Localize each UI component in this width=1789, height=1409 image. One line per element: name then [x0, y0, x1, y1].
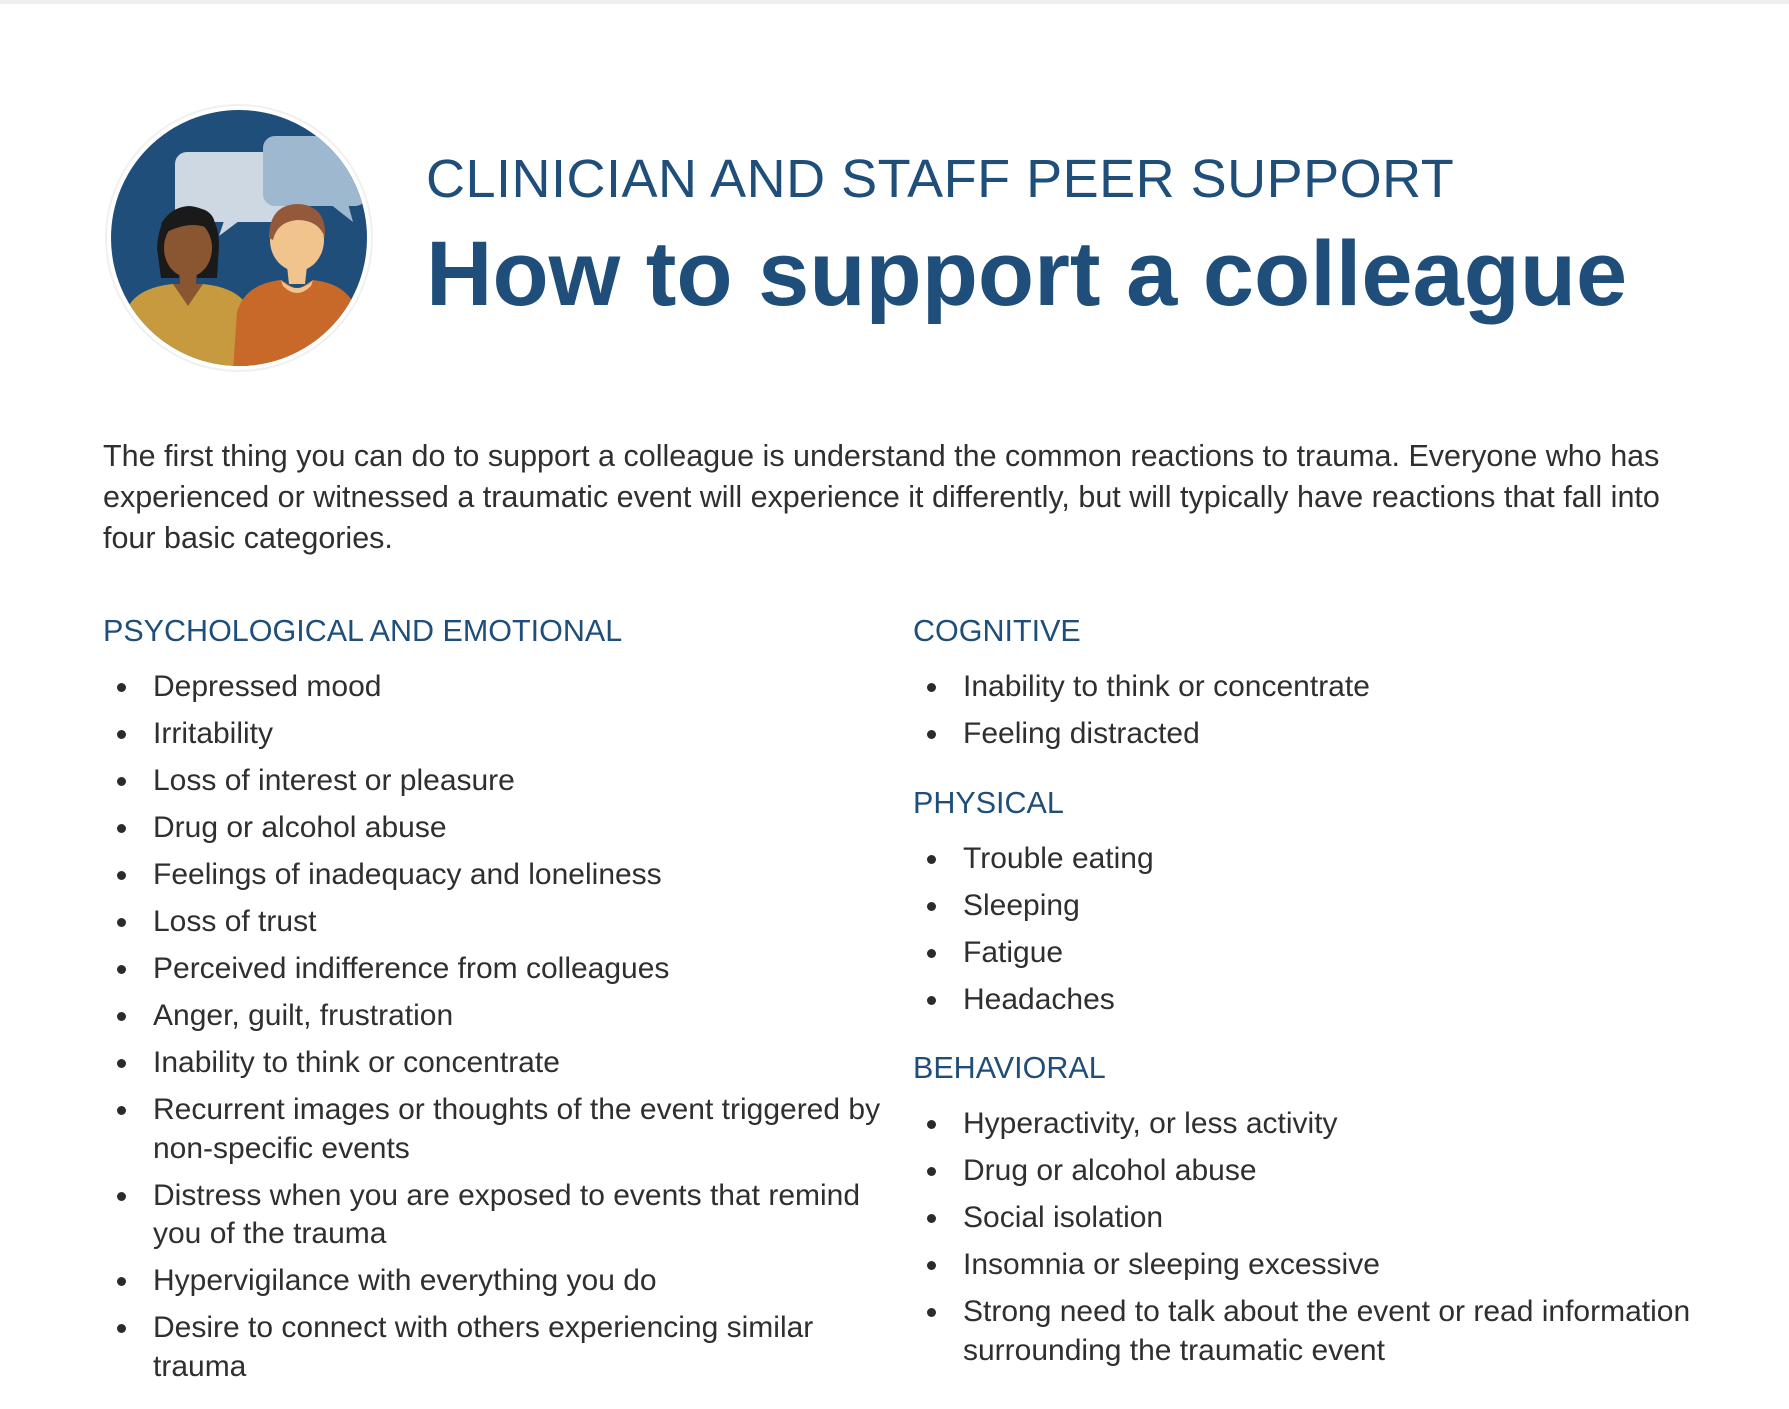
list-item-text: Social isolation	[963, 1201, 1164, 1234]
bullet-icon	[927, 730, 936, 739]
eyebrow-title: CLINICIAN AND STAFF PEER SUPPORT	[426, 149, 1455, 209]
list-item	[913, 1246, 1713, 1285]
intro-paragraph: The first thing you can do to support a colleague is understand the common reactions to trauma. Everyone who has experienced or witnessed a traumatic event will experience it differently, but will typically have reactions that fall into four basic categories.	[103, 439, 1660, 555]
list-item	[103, 1091, 883, 1168]
list-item	[913, 1152, 1713, 1191]
bullet-icon	[927, 949, 936, 958]
bullet-icon	[117, 777, 126, 786]
list-item-text: Perceived indifference from colleagues	[153, 952, 670, 985]
list-item-text: Sleeping	[963, 888, 1080, 922]
list-item-text: Depressed mood	[153, 670, 382, 703]
bullet-icon	[927, 1167, 936, 1176]
bullet-icon	[117, 730, 126, 739]
list-item-text: Hyperactivity, or less activity	[963, 1107, 1338, 1140]
bullet-icon	[927, 855, 936, 864]
list-item-text: Inability to think or concentrate	[963, 670, 1370, 703]
list-item-text: Loss of interest or pleasure	[153, 764, 515, 797]
list-item-text: Recurrent images or thoughts of the event triggered by non-specific events	[153, 1093, 881, 1165]
list-item	[913, 715, 1713, 754]
list-item	[913, 840, 1713, 879]
top-rule	[0, 0, 1789, 4]
list-item-text: Irritability	[153, 717, 274, 750]
list-item-text: Insomnia or sleeping excessive	[963, 1248, 1380, 1281]
page-title: How to support a colleague	[426, 223, 1628, 325]
bullet-list	[913, 668, 1713, 754]
list-item	[103, 1309, 883, 1386]
list-item	[913, 887, 1713, 926]
list-item	[913, 1105, 1713, 1144]
bullet-icon	[117, 1059, 126, 1068]
list-item-text: Distress when you are exposed to events that remind you of the trauma	[153, 1178, 861, 1250]
bullet-icon	[117, 1012, 126, 1021]
section-behavioral	[913, 1049, 1713, 1370]
section-title: COGNITIVE	[913, 614, 1081, 648]
list-item	[913, 668, 1713, 707]
header	[426, 146, 1726, 328]
bullet-list	[913, 1105, 1713, 1370]
list-item	[103, 809, 883, 848]
bullet-icon	[117, 965, 126, 974]
list-item	[913, 1199, 1713, 1238]
bullet-list	[103, 668, 883, 1386]
list-item	[103, 997, 883, 1036]
bullet-icon	[117, 1324, 126, 1333]
list-item	[103, 1177, 883, 1254]
list-item-text: Feeling distracted	[963, 717, 1200, 750]
bullet-icon	[927, 1214, 936, 1223]
list-item	[913, 981, 1713, 1020]
list-item-text: Fatigue	[963, 935, 1064, 969]
bullet-icon	[117, 1277, 126, 1286]
bullet-icon	[117, 683, 126, 692]
section-title: PHYSICAL	[913, 785, 1064, 820]
left-column	[103, 612, 883, 1395]
bullet-icon	[927, 1261, 936, 1270]
bullet-icon	[117, 871, 126, 880]
section-psychological	[103, 612, 883, 1386]
bullet-icon	[117, 1106, 126, 1115]
peer-support-logo-icon	[103, 100, 379, 376]
list-item	[103, 856, 883, 895]
bullet-icon	[927, 1120, 936, 1129]
list-item	[103, 715, 883, 754]
list-item	[913, 1293, 1713, 1370]
list-item	[103, 762, 883, 801]
bullet-icon	[117, 918, 126, 927]
list-item-text: Desire to connect with others experiencing similar trauma	[153, 1311, 814, 1383]
section-physical	[913, 784, 1713, 1020]
bullet-icon	[927, 996, 936, 1005]
bullet-icon	[117, 1192, 126, 1201]
bullet-icon	[117, 824, 126, 833]
list-item	[913, 934, 1713, 973]
list-item-text: Loss of trust	[153, 905, 317, 938]
section-cognitive	[913, 612, 1713, 754]
list-item	[103, 950, 883, 989]
list-item-text: Anger, guilt, frustration	[153, 999, 454, 1032]
list-item	[103, 668, 883, 707]
bullet-icon	[927, 902, 936, 911]
list-item-text: Trouble eating	[963, 841, 1154, 875]
list-item-text: Hypervigilance with everything you do	[153, 1264, 657, 1297]
list-item-text: Headaches	[963, 982, 1115, 1016]
list-item-text: Drug or alcohol abuse	[153, 811, 447, 844]
section-title: BEHAVIORAL	[913, 1051, 1106, 1085]
list-item-text: Feelings of inadequacy and loneliness	[153, 858, 662, 891]
list-item	[103, 903, 883, 942]
bullet-list	[913, 840, 1713, 1020]
bullet-icon	[927, 1308, 936, 1317]
list-item	[103, 1262, 883, 1301]
right-column	[913, 612, 1713, 1379]
list-item-text: Inability to think or concentrate	[153, 1046, 560, 1079]
bullet-icon	[927, 683, 936, 692]
list-item-text: Strong need to talk about the event or read information surrounding the traumatic event	[963, 1295, 1691, 1367]
section-title: PSYCHOLOGICAL AND EMOTIONAL	[103, 614, 623, 648]
list-item-text: Drug or alcohol abuse	[963, 1154, 1257, 1187]
list-item	[103, 1044, 883, 1083]
